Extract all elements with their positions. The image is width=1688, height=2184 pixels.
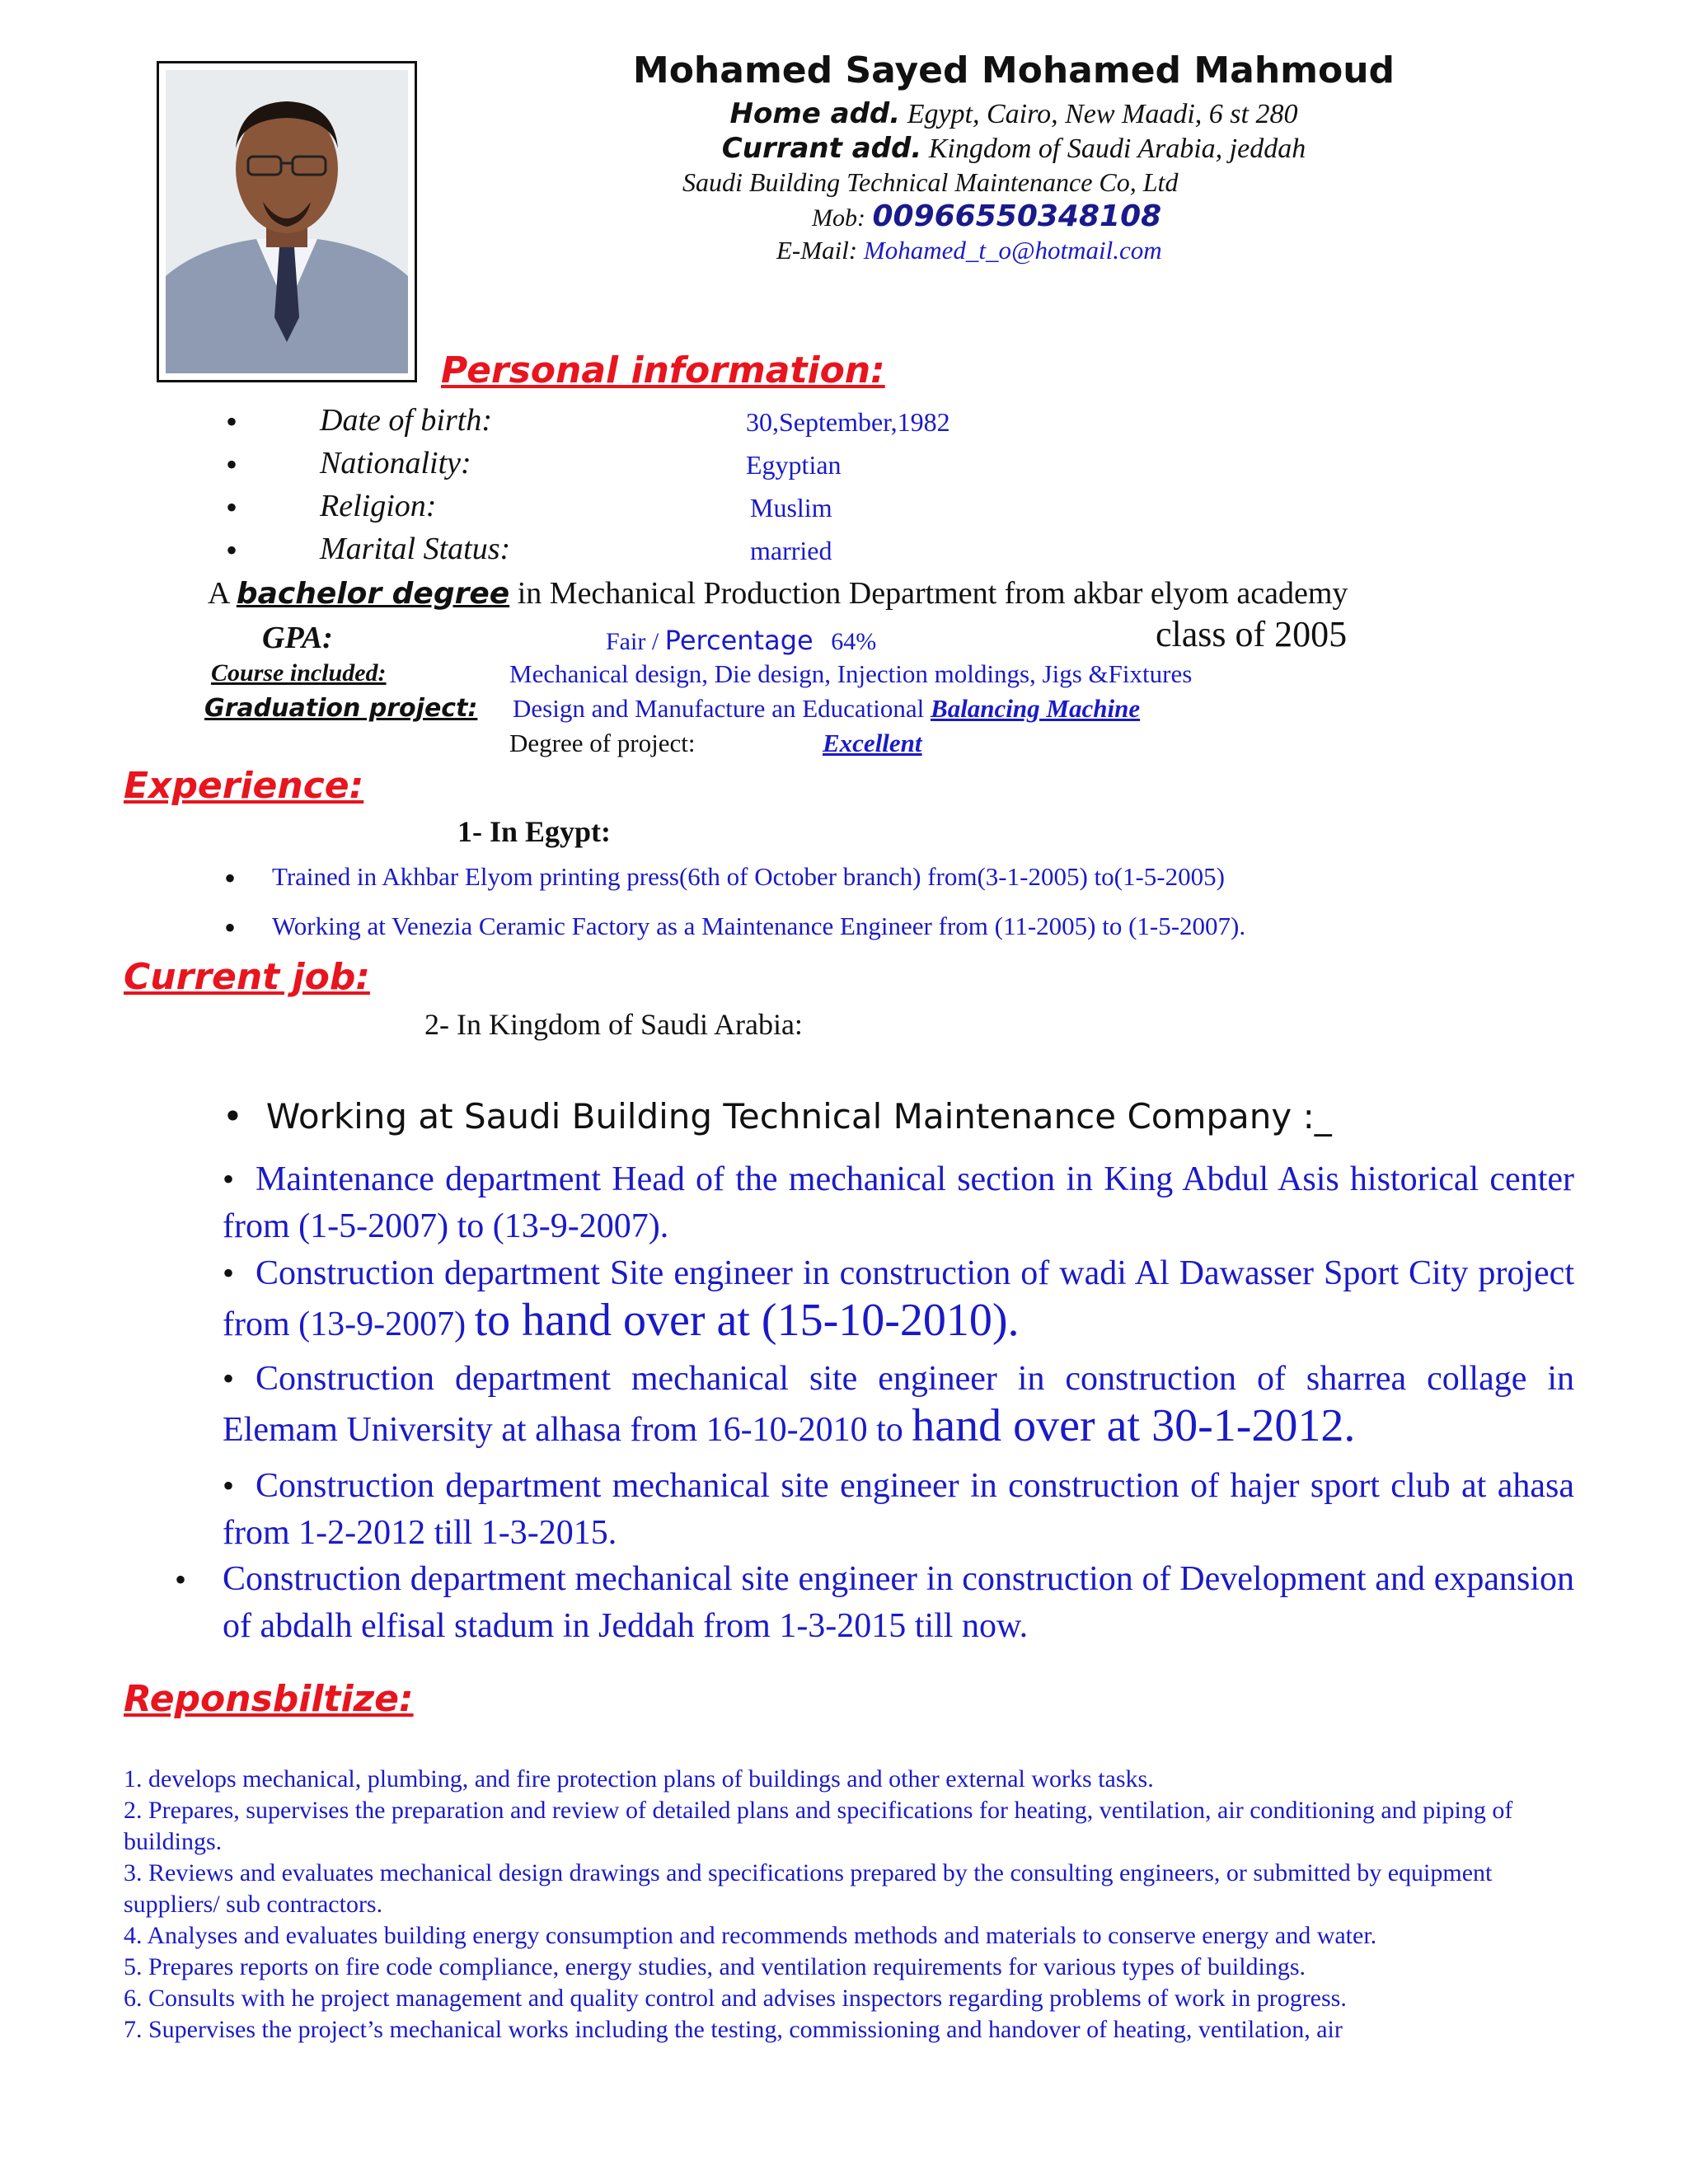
graduation-link[interactable]: Balancing Machine (931, 694, 1141, 723)
responsibility-7: 7. Supervises the project’s mechanical works including the testing, commissioning and handover of heating, ventilation, air (124, 2016, 1343, 2043)
current-job-heading: Current job: (124, 956, 370, 998)
responsibilities-heading: Reponsbiltize: (124, 1678, 414, 1720)
responsibility-5: 5. Prepares reports on fire code compliance, energy studies, and ventilation requirements for various types of buildings. (124, 1953, 1306, 1980)
graduation-label: Graduation project: (204, 694, 478, 723)
current-item-2-text: Construction department Site engineer in construction of wadi Al Dawasser Sport City project from (13-9-2007) (223, 1254, 1574, 1343)
religion-value: Muslim (750, 493, 832, 523)
class-of: class of 2005 (1156, 614, 1348, 654)
course-label: Course included: (211, 659, 387, 687)
birth-label-row: • Date of birth: (226, 403, 492, 440)
egypt-item-2: • Working at Venezia Ceramic Factory as a Maintenance Engineer from (11-2005) to (1-5-2007). (224, 909, 1246, 946)
responsibility-6: 6. Consults with he project management and quality control and advises inspectors regarding problems of work in progress. (124, 1985, 1347, 2012)
egypt-item-1-text: Trained in Akhbar Elyom printing press(6th of October branch) from(3-1-2005) to(1-5-2005) (272, 862, 1225, 891)
experience-heading: Experience: (124, 765, 364, 807)
current-item-1: • Maintenance department Head of the mechanical section in King Abdul Asis historical center from (1-5-2007) to (13-9-2007). (223, 1160, 1574, 1245)
gpa-percentage-label: Percentage (664, 625, 814, 656)
home-address-label: Home add. (729, 97, 901, 130)
company-name: Saudi Building Technical Maintenance Co, Ltd (682, 167, 1179, 197)
current-item-5-text: Construction department mechanical site engineer in construction of Development and expansion of abdalh elfisal stadum in Jeddah from 1-3-2015 till now. (223, 1560, 1574, 1645)
egypt-item-2-text: Working at Venezia Ceramic Factory as a Maintenance Engineer from (11-2005) to (1-5-2007). (272, 912, 1246, 940)
current-address-value: Kingdom of Saudi Arabia, jeddah (928, 134, 1306, 164)
current-item-2-handover: to hand over at (15-10-2010). (474, 1295, 1020, 1346)
company-line-text: Working at Saudi Building Technical Maintenance Company :_ (265, 1096, 1332, 1137)
current-item-4-text: Construction department mechanical site engineer in construction of hajer sport club at ahasa from 1-2-2012 till 1-3-2015. (223, 1467, 1574, 1552)
current-item-1-text: Maintenance department Head of the mechanical section in King Abdul Asis historical center from (1-5-2007) to (13-9-2007). (223, 1160, 1574, 1245)
current-item-3: • Construction department mechanical site engineer in construction of sharrea collage in Elemam University at alhasa from 16-10-2010 to hand over at 30-1-2012. (223, 1360, 1574, 1451)
mobile-number: 00966550348108 (872, 199, 1162, 233)
current-address-label: Currant add. (721, 132, 922, 165)
full-name: Mohamed Sayed Mohamed Mahmoud (632, 49, 1395, 91)
current-item-3-handover: hand over at 30-1-2012. (912, 1400, 1356, 1451)
email (776, 236, 1162, 265)
gpa-fair: Fair / (606, 628, 659, 655)
ksa-title: 2- In Kingdom of Saudi Arabia: (424, 1008, 803, 1041)
responsibility-1: 1. develops mechanical, plumbing, and fire protection plans of buildings and other external works tasks. (124, 1765, 1154, 1793)
current-item-4: • Construction department mechanical site engineer in construction of hajer sport club at ahasa from 1-2-2012 till 1-3-2015. (223, 1467, 1574, 1552)
degree-line (208, 575, 1348, 612)
graduation-text: Design and Manufacture an Educational (513, 694, 925, 723)
home-address-value: Egypt, Cairo, New Maadi, 6 st 280 (907, 99, 1298, 129)
birth-label: Date of birth: (320, 403, 492, 438)
gpa-percentage: 64% (831, 628, 877, 655)
religion-label-row: • Religion: (226, 489, 437, 526)
mobile-label: Mob: (812, 204, 865, 232)
company-line: • Working at Saudi Building Technical Maintenance Company :_ (223, 1096, 1332, 1137)
nationality-label-row: • Nationality: (226, 446, 471, 483)
current-item-2: • Construction department Site engineer in construction of wadi Al Dawasser Sport City project from (13-9-2007) to hand over at (15-10-2010). (223, 1254, 1574, 1346)
degree-suffix: in Mechanical Production Department from akbar elyom academy (517, 576, 1348, 611)
current-item-5: • Construction department mechanical site engineer in construction of Development and expansion of abdalh elfisal stadum in Jeddah from 1-3-2015 till now. (175, 1560, 1574, 1645)
personal-info-heading: Personal information: (441, 349, 885, 391)
marital-label-row: • Marital Status: (226, 532, 511, 569)
project-degree-label: Degree of project: (509, 729, 696, 757)
home-address (478, 97, 1550, 130)
current-address (478, 132, 1550, 165)
nationality-label: Nationality: (320, 446, 471, 480)
profile-photo (157, 61, 417, 382)
current-item-3-text: Construction department mechanical site engineer in construction of sharrea collage in Elemam University at alhasa from 16-10-2010 to (223, 1360, 1574, 1449)
marital-label: Marital Status: (320, 532, 511, 566)
project-degree-value[interactable]: Excellent (823, 729, 922, 757)
responsibility-3: 3. Reviews and evaluates mechanical design drawings and specifications prepared by the consulting engineers, or submitted by equipment suppliers/ sub contractors. (124, 1859, 1493, 1918)
email-label: E-Mail: (776, 236, 858, 265)
responsibility-4: 4. Analyses and evaluates building energy consumption and recommends methods and materials to conserve energy and water. (124, 1922, 1377, 1949)
degree-title: bachelor degree (236, 577, 510, 611)
egypt-item-1: • Trained in Akhbar Elyom printing press(6th of October branch) from(3-1-2005) to(1-5-2005) (224, 860, 1225, 897)
course-value: Mechanical design, Die design, Injection moldings, Jigs &Fixtures (509, 659, 1193, 688)
email-link[interactable]: Mohamed_t_o@hotmail.com (863, 236, 1162, 265)
marital-value: married (750, 536, 832, 565)
mobile (812, 199, 1161, 233)
gpa-value (606, 625, 876, 656)
graduation-value (513, 694, 1140, 724)
responsibility-2: 2. Prepares, supervises the preparation and review of detailed plans and specifications for heating, ventilation, air conditioning and piping of buildings. (124, 1797, 1513, 1855)
nationality-value: Egyptian (746, 450, 842, 480)
egypt-title: 1- In Egypt: (457, 815, 612, 848)
portrait-image (166, 70, 408, 373)
degree-prefix: A (208, 576, 229, 611)
gpa-label: GPA: (262, 621, 333, 655)
birth-value: 30,September,1982 (746, 407, 950, 437)
religion-label: Religion: (320, 489, 437, 523)
